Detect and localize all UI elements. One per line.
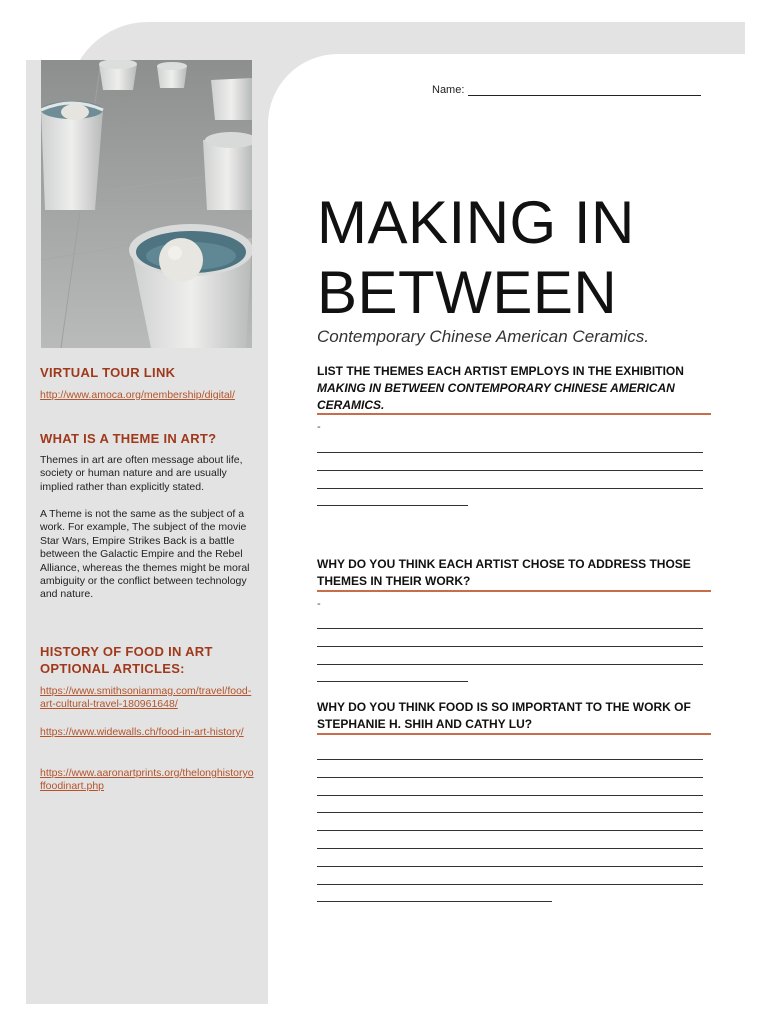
food-article-link-2[interactable]: https://www.widewalls.ch/food-in-art-history/ <box>40 726 244 738</box>
answer-3-line[interactable] <box>317 830 703 831</box>
title-line1: MAKING IN <box>317 189 635 256</box>
question-1-exhibition-title: MAKING IN BETWEEN CONTEMPORARY CHINESE AMERICAN CERAMICS. <box>317 381 675 412</box>
title-line2: BETWEEN <box>317 259 618 326</box>
answer-2-dash: - <box>317 598 321 610</box>
virtual-tour-heading: VIRTUAL TOUR LINK <box>40 365 176 380</box>
answer-3-line[interactable] <box>317 759 703 760</box>
answer-1-line[interactable] <box>317 470 703 471</box>
theme-heading: WHAT IS A THEME IN ART? <box>40 431 217 446</box>
food-history-heading <box>40 643 213 677</box>
answer-1-line[interactable] <box>317 488 703 489</box>
answer-1-line[interactable] <box>317 505 468 506</box>
page-title <box>317 188 635 328</box>
answer-3-line[interactable] <box>317 848 703 849</box>
question-1-rule <box>317 413 711 415</box>
food-article-link-3[interactable]: https://www.aaronartprints.org/thelonghistoryoffoodinart.php <box>40 767 254 792</box>
theme-paragraph-1: Themes in art are often message about life, society or human nature and are usually implied rather than explicitly stated. <box>40 454 243 493</box>
answer-2-line[interactable] <box>317 664 703 665</box>
page-subtitle: Contemporary Chinese American Ceramics. <box>317 327 649 346</box>
answer-3-line[interactable] <box>317 777 703 778</box>
food-heading-line1: HISTORY OF FOOD IN ART <box>40 644 213 659</box>
answer-1-dash: - <box>317 421 321 433</box>
answer-2-line[interactable] <box>317 628 703 629</box>
exhibition-photo <box>41 60 252 348</box>
name-field[interactable] <box>432 84 701 96</box>
question-2: WHY DO YOU THINK EACH ARTIST CHOSE TO ADDRESS THOSE THEMES IN THEIR WORK? <box>317 557 691 588</box>
answer-2-line[interactable] <box>317 646 703 647</box>
answer-3-line[interactable] <box>317 884 703 885</box>
question-3: WHY DO YOU THINK FOOD IS SO IMPORTANT TO THE WORK OF STEPHANIE H. SHIH AND CATHY LU? <box>317 700 691 731</box>
answer-3-line[interactable] <box>317 901 552 902</box>
question-3-rule <box>317 733 711 735</box>
food-article-link-1[interactable]: https://www.smithsonianmag.com/travel/food-art-cultural-travel-180961648/ <box>40 685 252 710</box>
answer-1-line[interactable] <box>317 452 703 453</box>
name-label: Name: <box>432 84 465 96</box>
name-blank[interactable] <box>468 85 701 96</box>
answer-3-line[interactable] <box>317 866 703 867</box>
question-2-rule <box>317 590 711 592</box>
food-heading-line2: OPTIONAL ARTICLES: <box>40 661 185 676</box>
answer-2-line[interactable] <box>317 681 468 682</box>
question-1-text: LIST THE THEMES EACH ARTIST EMPLOYS IN THE EXHIBITION <box>317 364 684 378</box>
virtual-tour-link[interactable]: http://www.amoca.org/membership/digital/ <box>40 389 235 401</box>
answer-3-line[interactable] <box>317 795 703 796</box>
question-1 <box>317 363 711 414</box>
answer-3-line[interactable] <box>317 812 703 813</box>
theme-paragraph-2: A Theme is not the same as the subject of a work. For example, The subject of the movie Star Wars, Empire Strikes Back is a battle between the Galactic Empire and the Rebel Alliance, whereas the themes might be moral ambiguity or the conflict between technology and nature. <box>40 508 250 601</box>
